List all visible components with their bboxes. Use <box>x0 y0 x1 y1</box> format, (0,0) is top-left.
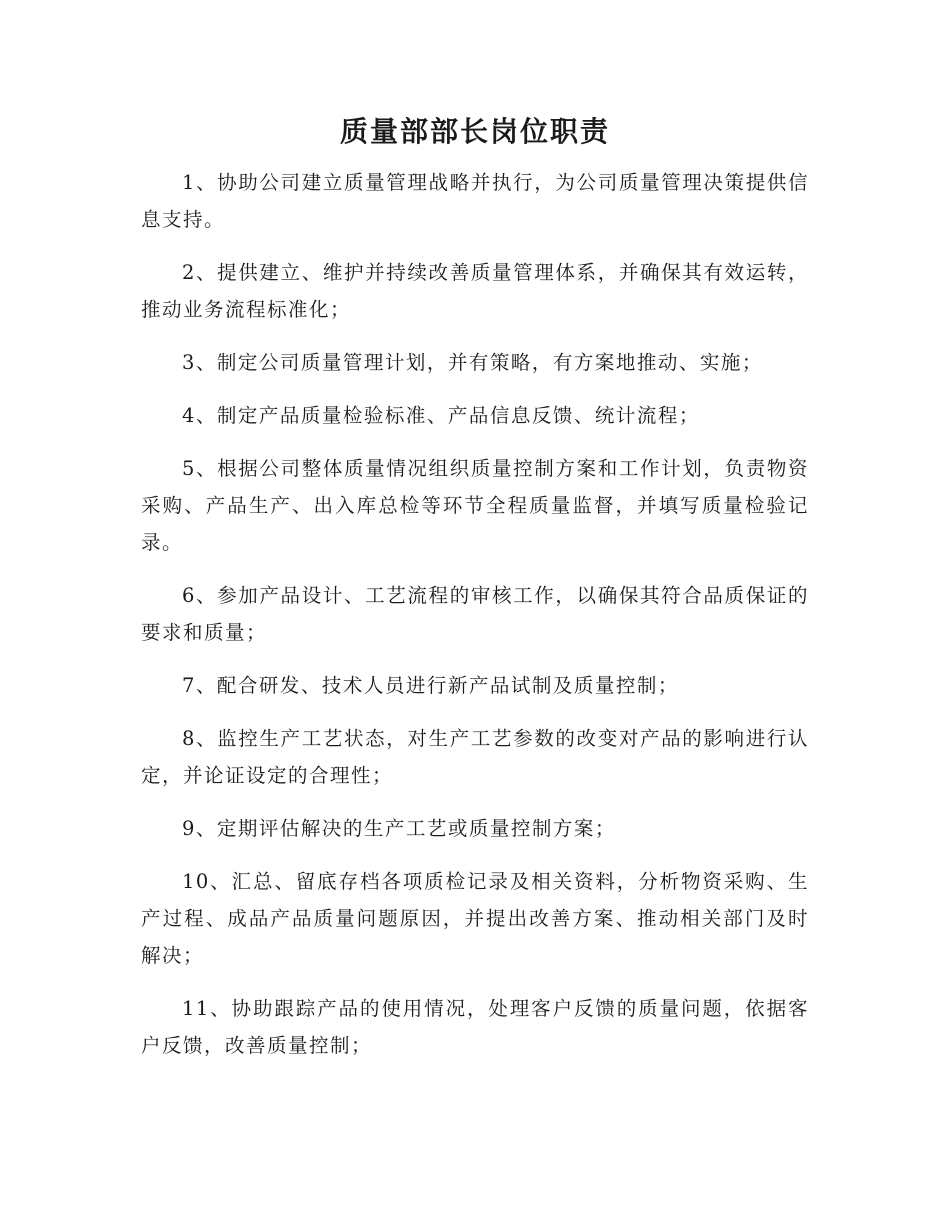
paragraph-1: 1、协助公司建立质量管理战略并执行，为公司质量管理决策提供信息支持。 <box>141 171 809 231</box>
paragraph-5: 5、根据公司整体质量情况组织质量控制方案和工作计划，负责物资采购、产品生产、出入库总检等环节全程质量监督，并填写质量检验记录。 <box>141 457 809 554</box>
document-body <box>141 164 809 1080</box>
paragraph-2: 2、提供建立、维护并持续改善质量管理体系，并确保其有效运转，推动业务流程标准化； <box>141 261 809 321</box>
paragraph-7: 7、配合研发、技术人员进行新产品试制及质量控制； <box>181 674 679 697</box>
paragraph-10: 10、汇总、留底存档各项质检记录及相关资料，分析物资采购、生产过程、成品产品质量问题原因，并提出改善方案、推动相关部门及时解决； <box>141 870 809 967</box>
page-title: 质量部部长岗位职责 <box>339 115 610 148</box>
paragraph-9: 9、定期评估解决的生产工艺或质量控制方案； <box>181 817 616 840</box>
paragraph-3: 3、制定公司质量管理计划，并有策略，有方案地推动、实施； <box>181 351 763 374</box>
paragraph-11: 11、协助跟踪产品的使用情况，处理客户反馈的质量问题，依据客户反馈，改善质量控制； <box>141 997 809 1057</box>
paragraph-4: 4、制定产品质量检验标准、产品信息反馈、统计流程； <box>181 404 700 427</box>
paragraph-6: 6、参加产品设计、工艺流程的审核工作，以确保其符合品质保证的要求和质量； <box>141 584 809 644</box>
paragraph-8: 8、监控生产工艺状态，对生产工艺参数的改变对产品的影响进行认定，并论证设定的合理性； <box>141 727 809 787</box>
